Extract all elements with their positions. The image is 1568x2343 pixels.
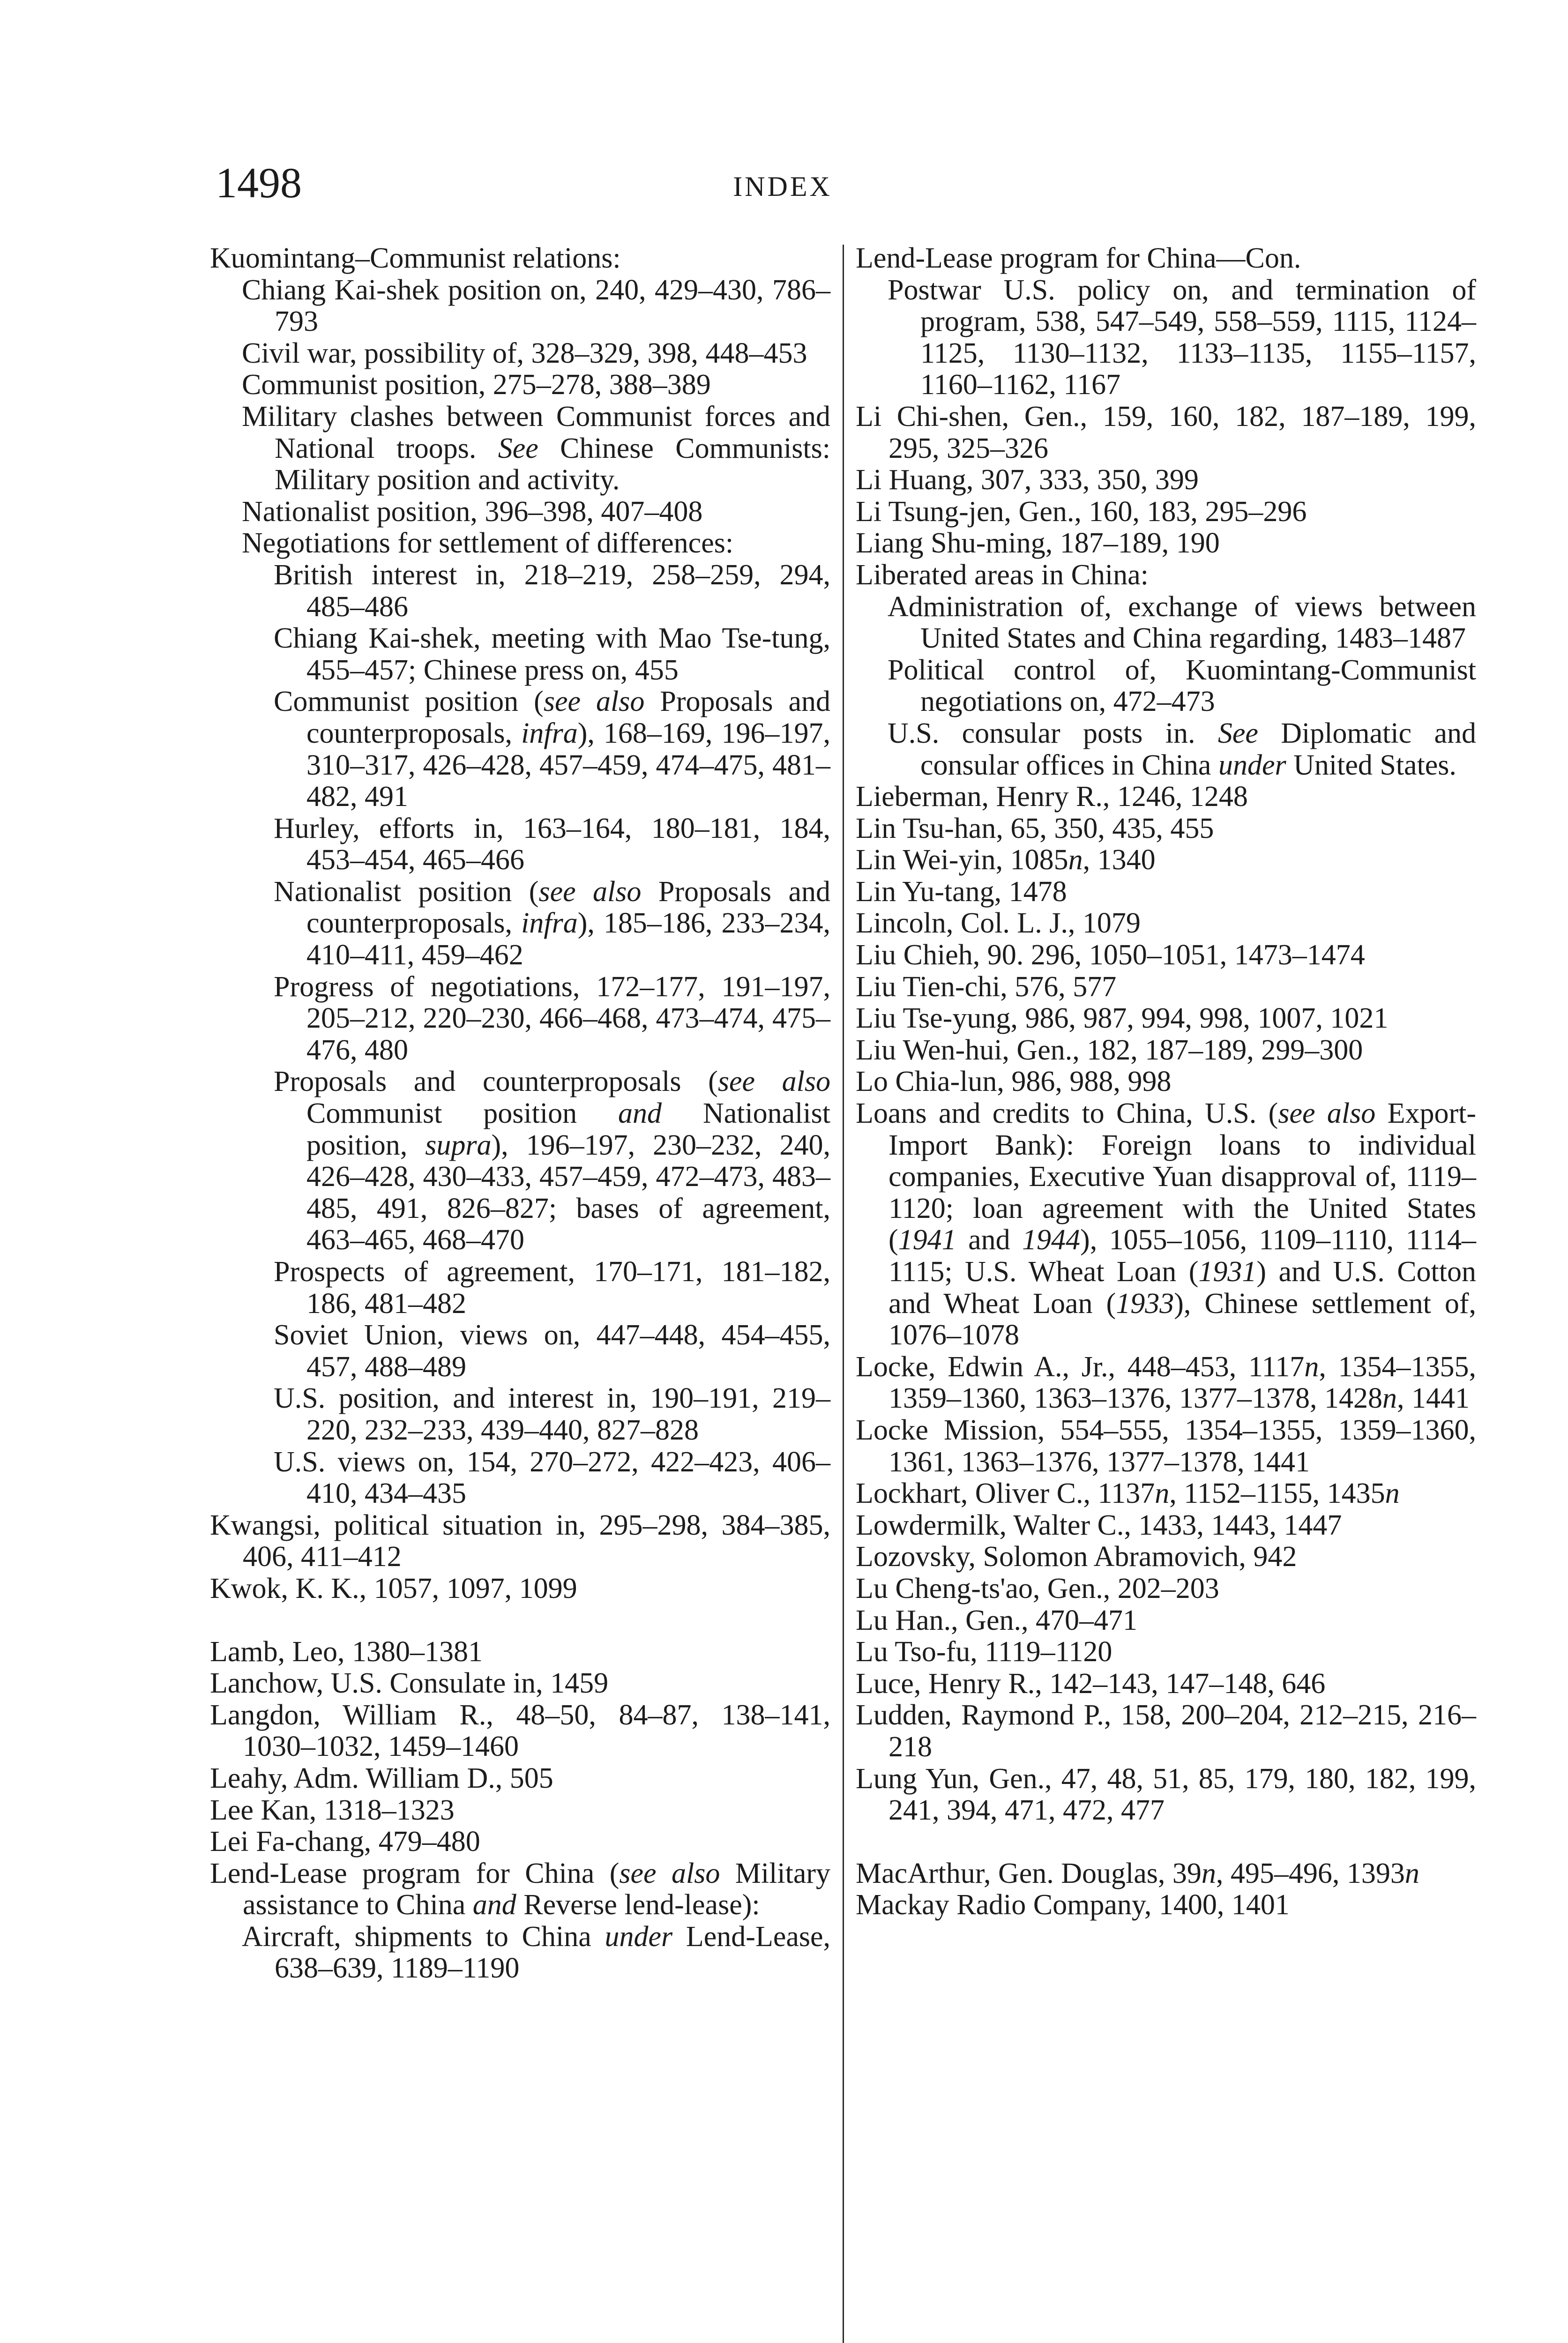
index-entry: Lee Kan, 1318–1323 bbox=[210, 1794, 455, 1826]
index-entry: Lo Chia-lun, 986, 988, 998 bbox=[856, 1066, 1172, 1098]
index-entry: Lieberman, Henry R., 1246, 1248 bbox=[856, 781, 1248, 813]
index-entry: Kwangsi, political situation in, 295–298, 384–385, 406, 411–412 bbox=[210, 1509, 830, 1573]
index-entry: Lu Tso-fu, 1119–1120 bbox=[856, 1636, 1113, 1668]
index-entry: Lanchow, U.S. Consulate in, 1459 bbox=[210, 1667, 609, 1700]
index-entry: Langdon, William R., 48–50, 84–87, 138–141, 1030–1032, 1459–1460 bbox=[210, 1699, 830, 1763]
index-subentry: Prospects of agreement, 170–171, 181–182, 186, 481–482 bbox=[274, 1256, 830, 1320]
index-column-right bbox=[856, 243, 1476, 1921]
index-entry: Locke Mission, 554–555, 1354–1355, 1359–1360, 1361, 1363–1376, 1377–1378, 1441 bbox=[856, 1414, 1476, 1478]
index-subentry: Soviet Union, views on, 447–448, 454–455, 457, 488–489 bbox=[274, 1319, 830, 1383]
index-subentry: Communist position, 275–278, 388–389 bbox=[242, 369, 711, 401]
running-head: INDEX bbox=[733, 171, 832, 202]
index-subentry: Civil war, possibility of, 328–329, 398, 448–453 bbox=[242, 337, 807, 369]
index-entry: Locke, Edwin A., Jr., 448–453, 1117n, 1354–1355, 1359–1360, 1363–1376, 1377–1378, 1428n, 1441 bbox=[856, 1351, 1476, 1415]
index-entry: Kwok, K. K., 1057, 1097, 1099 bbox=[210, 1572, 577, 1604]
index-entry: Liu Wen-hui, Gen., 182, 187–189, 299–300 bbox=[856, 1034, 1363, 1066]
index-entry: Lowdermilk, Walter C., 1433, 1443, 1447 bbox=[856, 1509, 1342, 1541]
index-entry: Li Huang, 307, 333, 350, 399 bbox=[856, 464, 1199, 496]
page-header bbox=[197, 155, 1368, 211]
index-entry: Liu Chieh, 90. 296, 1050–1051, 1473–1474 bbox=[856, 939, 1365, 971]
index-subentry: U.S. views on, 154, 270–272, 422–423, 406–410, 434–435 bbox=[274, 1446, 830, 1510]
index-subentry: Communist position (see also Proposals and counterproposals, infra), 168–169, 196–197, 310–317, 426–428, 457–459, 474–475, 481–482, 491 bbox=[274, 686, 830, 813]
index-entry: Lincoln, Col. L. J., 1079 bbox=[856, 907, 1141, 940]
section-gap bbox=[210, 1605, 830, 1636]
index-subentry: Proposals and counterproposals (see also Communist position and Nationalist position, supra), 196–197, 230–232, 240, 426–428, 430–433, 457–459, 472–473, 483–485, 491, 826–827; bases of agreement, 463–465, 468–470 bbox=[274, 1066, 830, 1256]
index-entry: Lin Tsu-han, 65, 350, 435, 455 bbox=[856, 812, 1214, 844]
index-entry: Lung Yun, Gen., 47, 48, 51, 85, 179, 180, 182, 199, 241, 394, 471, 472, 477 bbox=[856, 1762, 1476, 1827]
column-divider bbox=[843, 245, 844, 2343]
index-entry: Lu Han., Gen., 470–471 bbox=[856, 1604, 1137, 1636]
index-entry: Lend-Lease program for China (see also Military assistance to China and Reverse lend-lease): bbox=[210, 1857, 830, 1921]
index-entry: Lockhart, Oliver C., 1137n, 1152–1155, 1435n bbox=[856, 1477, 1400, 1510]
index-entry: Liu Tse-yung, 986, 987, 994, 998, 1007, 1021 bbox=[856, 1002, 1389, 1035]
index-subentry: Political control of, Kuomintang-Communist negotiations on, 472–473 bbox=[888, 654, 1476, 718]
index-entry: Lu Cheng-ts'ao, Gen., 202–203 bbox=[856, 1572, 1219, 1604]
index-entry: MacArthur, Gen. Douglas, 39n, 495–496, 1393n bbox=[856, 1857, 1419, 1889]
index-subentry: Administration of, exchange of views between United States and China regarding, 1483–1487 bbox=[888, 590, 1476, 655]
index-subentry: Aircraft, shipments to China under Lend-Lease, 638–639, 1189–1190 bbox=[242, 1920, 831, 1985]
index-entry: Lozovsky, Solomon Abramovich, 942 bbox=[856, 1541, 1297, 1573]
index-subentry: Chiang Kai-shek, meeting with Mao Tse-tung, 455–457; Chinese press on, 455 bbox=[274, 622, 830, 686]
index-entry: Ludden, Raymond P., 158, 200–204, 212–215, 216–218 bbox=[856, 1699, 1476, 1763]
index-subentry: U.S. consular posts in. See Diplomatic and consular offices in China under United States. bbox=[888, 717, 1476, 781]
index-entry: Lei Fa-chang, 479–480 bbox=[210, 1826, 480, 1858]
page-number: 1498 bbox=[216, 159, 302, 207]
index-entry: Luce, Henry R., 142–143, 147–148, 646 bbox=[856, 1667, 1326, 1700]
index-entry: Mackay Radio Company, 1400, 1401 bbox=[856, 1889, 1290, 1921]
index-subentry: Nationalist position, 396–398, 407–408 bbox=[242, 495, 703, 528]
index-column-left bbox=[210, 243, 830, 1985]
section-gap bbox=[856, 1827, 1476, 1858]
index-entry: Lin Wei-yin, 1085n, 1340 bbox=[856, 844, 1156, 876]
index-entry: Liu Tien-chi, 576, 577 bbox=[856, 970, 1117, 1003]
index-entry: Lend-Lease program for China—Con. bbox=[856, 242, 1301, 274]
index-entry: Lamb, Leo, 1380–1381 bbox=[210, 1635, 483, 1668]
index-subentry: Progress of negotiations, 172–177, 191–197, 205–212, 220–230, 466–468, 473–474, 475–476, 480 bbox=[274, 970, 830, 1066]
index-subentry: Postwar U.S. policy on, and termination of program, 538, 547–549, 558–559, 1115, 1124–1125, 1130–1132, 1133–1135, 1155–1157, 1160–1162, 1167 bbox=[888, 274, 1476, 401]
index-entry: Liberated areas in China: bbox=[856, 559, 1149, 591]
index-subentry: Nationalist position (see also Proposals and counterproposals, infra), 185–186, 233–234, 410–411, 459–462 bbox=[274, 875, 830, 971]
index-entry: Lin Yu-tang, 1478 bbox=[856, 875, 1067, 908]
index-subentry: U.S. position, and interest in, 190–191, 219–220, 232–233, 439–440, 827–828 bbox=[274, 1382, 830, 1446]
index-entry: Loans and credits to China, U.S. (see also Export-Import Bank): Foreign loans to individual companies, Executive Yuan disapproval of, 1119–1120; loan agreement with the United States (1941 and 1944), 1055–1056, 1109–1110, 1114–1115; U.S. Wheat Loan (1931) and U.S. Cotton and Wheat Loan (1933), Chinese settlement of, 1076–1078 bbox=[856, 1097, 1476, 1351]
index-subentry: Chiang Kai-shek position on, 240, 429–430, 786–793 bbox=[242, 274, 830, 338]
index-subentry: Military clashes between Communist forces and National troops. See Chinese Communists: Military position and activity. bbox=[242, 400, 830, 496]
index-entry: Kuomintang–Communist relations: bbox=[210, 242, 621, 274]
index-subentry: Negotiations for settlement of differences: bbox=[242, 527, 734, 560]
index-subentry: British interest in, 218–219, 258–259, 294, 485–486 bbox=[274, 559, 830, 623]
index-entry: Leahy, Adm. William D., 505 bbox=[210, 1762, 553, 1794]
index-subentry: Hurley, efforts in, 163–164, 180–181, 184, 453–454, 465–466 bbox=[274, 812, 830, 876]
index-entry: Li Chi-shen, Gen., 159, 160, 182, 187–189, 199, 295, 325–326 bbox=[856, 400, 1476, 464]
index-entry: Li Tsung-jen, Gen., 160, 183, 295–296 bbox=[856, 495, 1307, 528]
index-entry: Liang Shu-ming, 187–189, 190 bbox=[856, 527, 1220, 560]
